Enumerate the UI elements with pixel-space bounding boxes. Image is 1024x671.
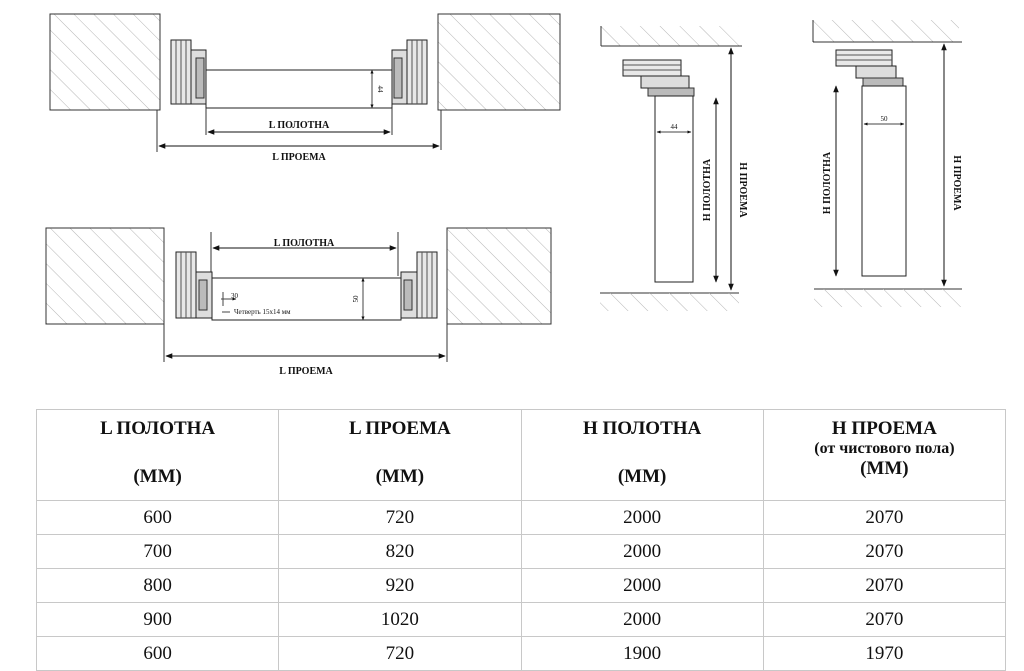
rebate-note: Четверть 15х14 мм — [234, 308, 291, 316]
door-leaf — [206, 70, 392, 108]
table-row — [37, 535, 1006, 569]
table-header-row — [37, 410, 1006, 501]
top-view-1 — [50, 14, 560, 163]
table-cell: 600 — [37, 501, 279, 535]
frame-head — [623, 60, 694, 96]
table-row — [37, 501, 1006, 535]
col-header-h-opening — [763, 410, 1005, 501]
header-unit: (ММ) — [860, 458, 909, 480]
table-cell: 1970 — [763, 637, 1005, 671]
table-row — [37, 637, 1006, 671]
table-cell: 800 — [37, 569, 279, 603]
table-row — [37, 569, 1006, 603]
ceiling — [601, 26, 739, 46]
col-header-l-opening — [279, 410, 521, 501]
wall-right — [438, 14, 560, 110]
header-label: Н ПРОЕМА — [831, 418, 937, 439]
table-cell: 720 — [279, 637, 521, 671]
leaf-thickness-label: 50 — [880, 115, 888, 123]
header-sub: (от чистового пола) — [814, 439, 955, 457]
header-unit: (ММ) — [617, 465, 667, 487]
l-leaf-label: L ПОЛОТНА — [273, 238, 335, 249]
frame-right — [401, 252, 437, 318]
table-cell: 2070 — [763, 569, 1005, 603]
table-cell: 600 — [37, 637, 279, 671]
h-leaf-label: Н ПОЛОТНА — [702, 158, 713, 222]
leaf-thickness-label: 50 — [352, 295, 360, 303]
frame-left — [171, 40, 206, 104]
col-header-l-leaf — [37, 410, 279, 501]
door-size-table — [36, 409, 1006, 671]
side-view-2 — [813, 20, 962, 307]
table-cell: 2000 — [521, 535, 763, 569]
table-cell: 2070 — [763, 501, 1005, 535]
table-cell: 820 — [279, 535, 521, 569]
table-cell: 720 — [279, 501, 521, 535]
table-cell: 2000 — [521, 569, 763, 603]
h-opening-label: Н ПРОЕМА — [951, 155, 962, 211]
table-cell: 2070 — [763, 535, 1005, 569]
header-label: L ПРОЕМА — [348, 418, 451, 439]
col-header-h-leaf — [521, 410, 763, 501]
header-unit: (ММ) — [133, 465, 182, 487]
leaf-thickness-label: 44 — [670, 123, 678, 131]
l-leaf-label: L ПОЛОТНА — [268, 120, 330, 131]
wall-left — [50, 14, 160, 110]
ceiling — [813, 20, 959, 42]
table-cell: 1020 — [279, 603, 521, 637]
top-view-2 — [46, 228, 551, 377]
h-opening-label: Н ПРОЕМА — [737, 162, 748, 218]
table-cell: 2000 — [521, 501, 763, 535]
l-opening-label: L ПРОЕМА — [279, 366, 333, 377]
header-label: Н ПОЛОТНА — [583, 418, 702, 439]
table-cell: 920 — [279, 569, 521, 603]
table-row — [37, 603, 1006, 637]
table-cell: 700 — [37, 535, 279, 569]
frame-right — [392, 40, 427, 104]
floor — [814, 289, 962, 307]
header-unit: (ММ) — [375, 465, 425, 487]
wall-right — [447, 228, 551, 324]
frame-left — [176, 252, 212, 318]
leaf-thickness-label: 44 — [376, 85, 384, 93]
frame-head — [836, 50, 903, 86]
table-cell: 900 — [37, 603, 279, 637]
table-cell: 2000 — [521, 603, 763, 637]
h-leaf-label: Н ПОЛОТНА — [822, 151, 833, 215]
l-opening-label: L ПРОЕМА — [272, 152, 326, 163]
table-cell: 2070 — [763, 603, 1005, 637]
side-view-1 — [600, 26, 748, 311]
floor — [600, 293, 739, 311]
rebate-depth-label: 30 — [231, 292, 238, 300]
wall-left — [46, 228, 164, 324]
header-label: L ПОЛОТНА — [100, 418, 216, 439]
table-cell: 1900 — [521, 637, 763, 671]
